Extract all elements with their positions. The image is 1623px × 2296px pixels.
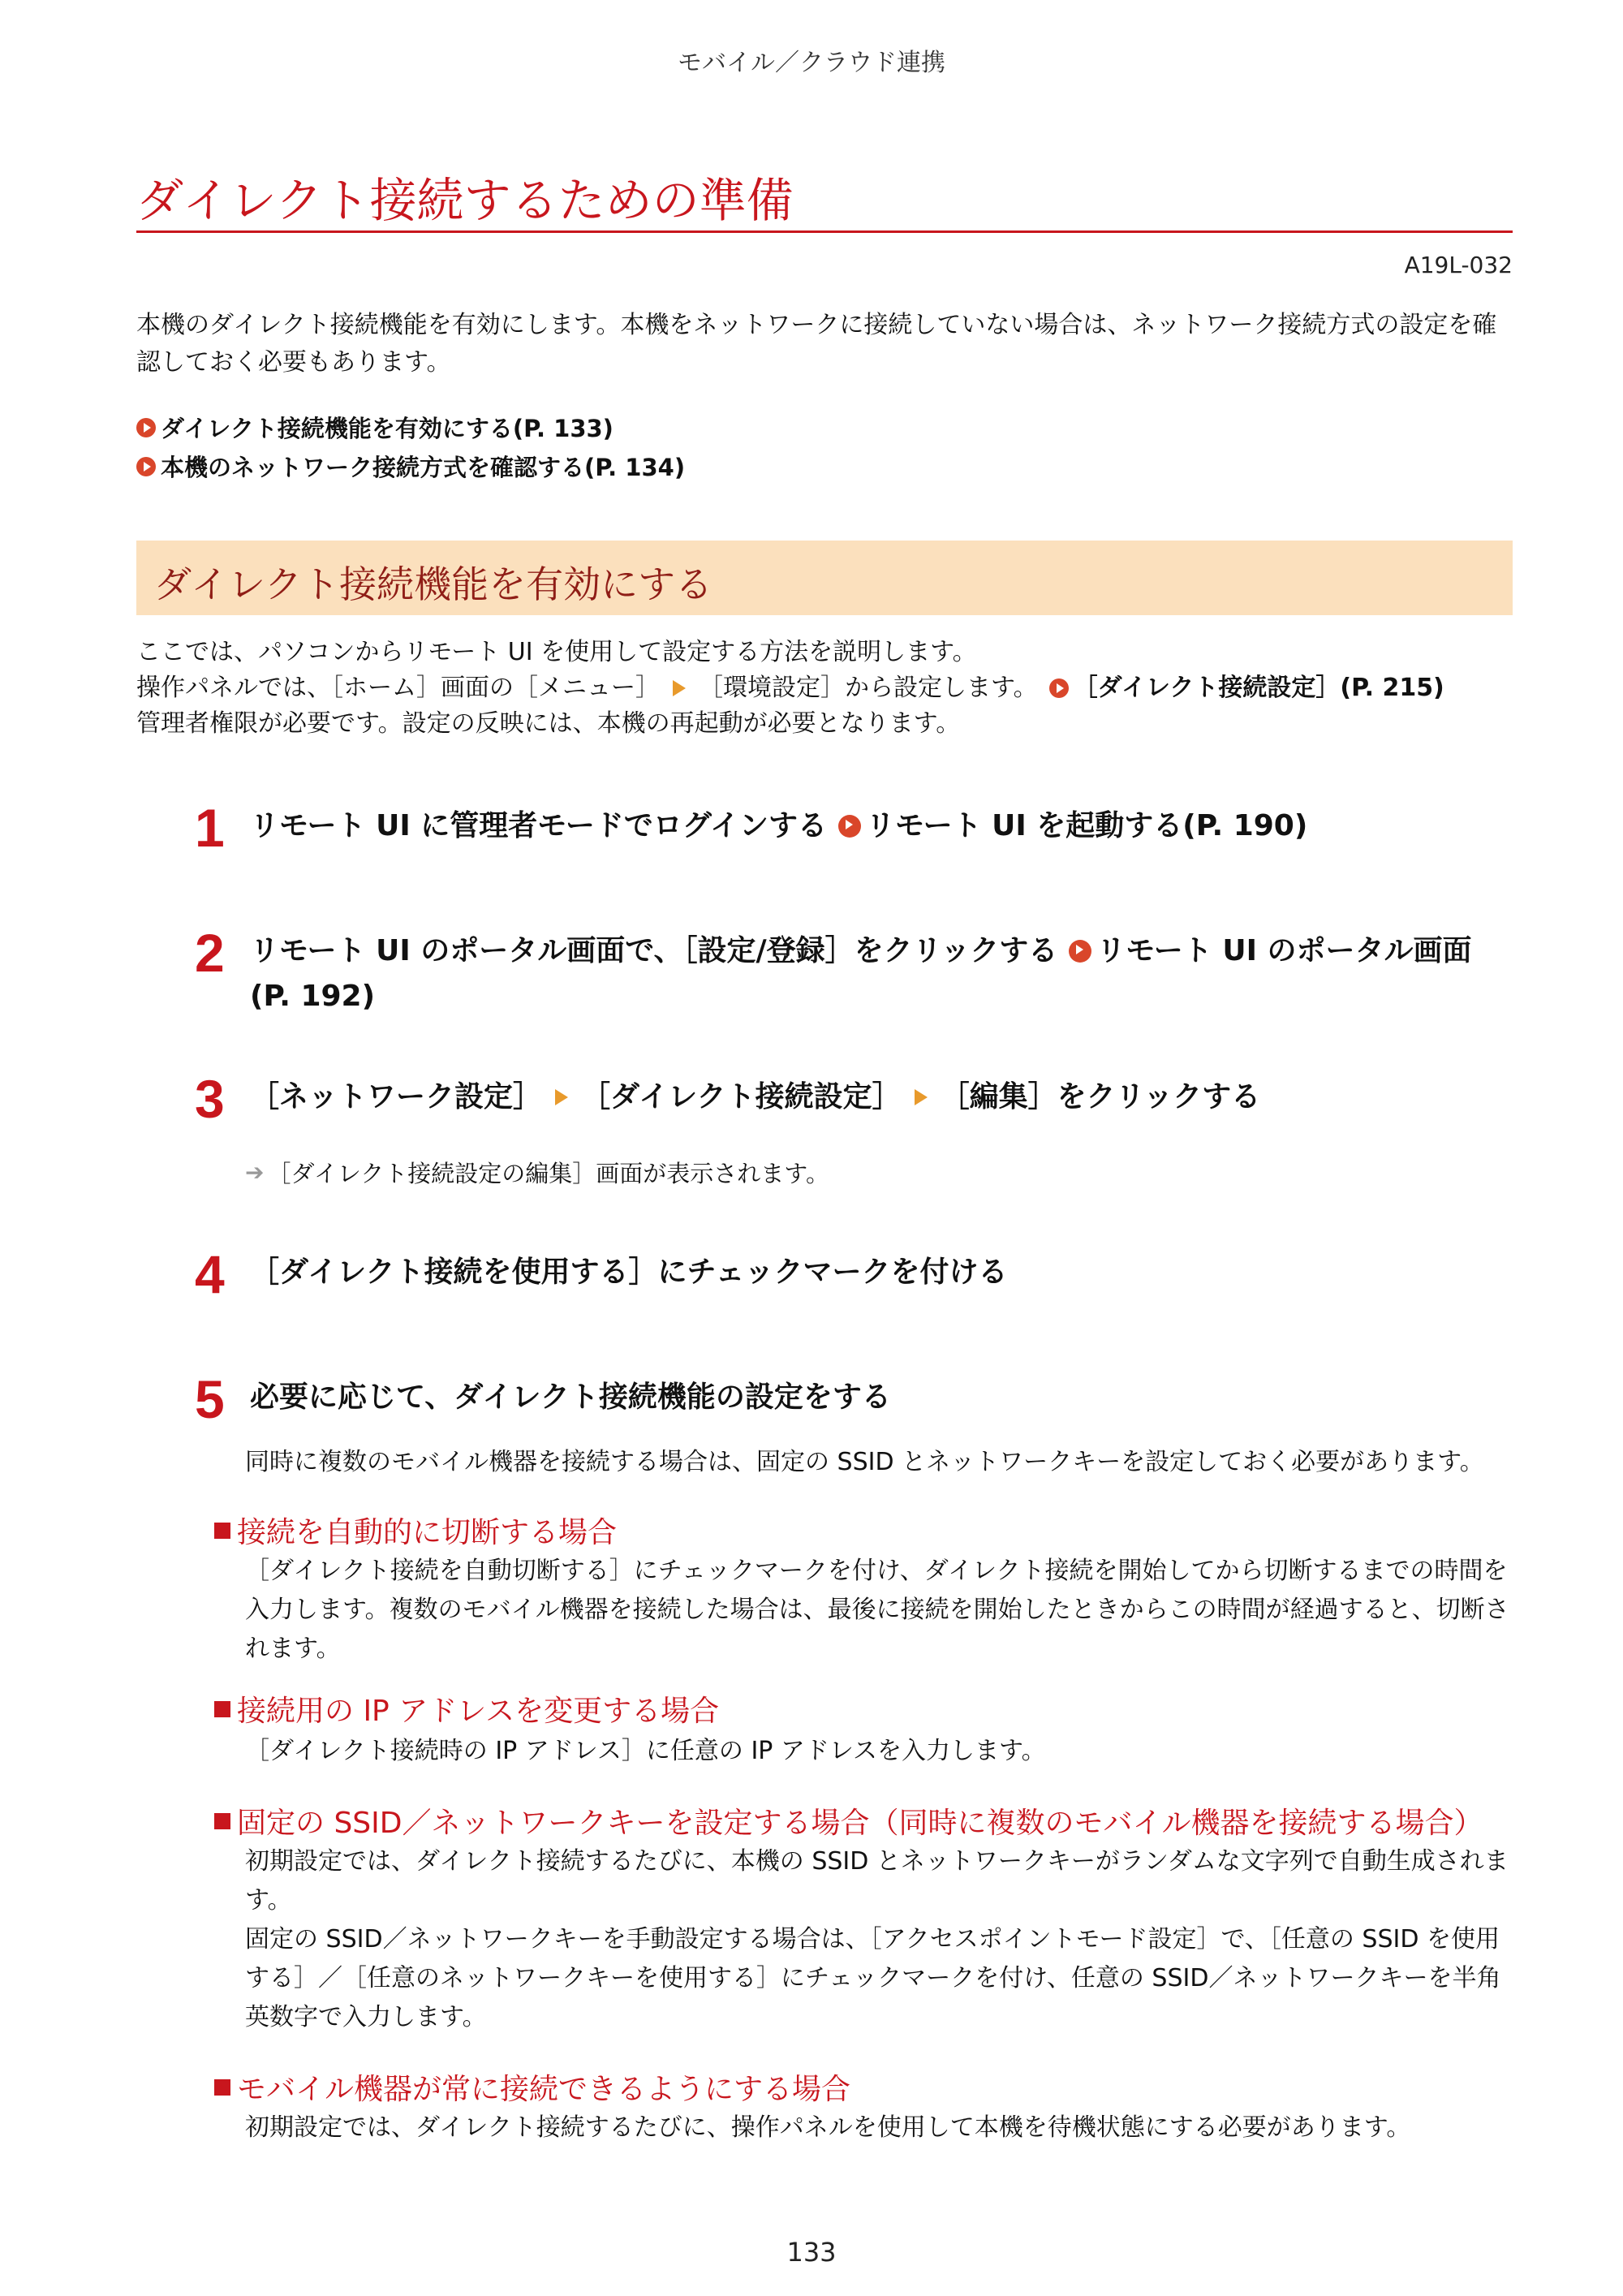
step-number: 4 bbox=[195, 1244, 225, 1304]
running-header: モバイル／クラウド連携 bbox=[678, 49, 945, 77]
title-rule bbox=[136, 230, 1513, 233]
link-enable-direct-connection[interactable] bbox=[136, 411, 613, 444]
section-intro bbox=[136, 635, 1444, 742]
subsection-body: ［ダイレクト接続時の IP アドレス］に任意の IP アドレスを入力します。 bbox=[245, 1737, 1046, 1765]
step-number: 1 bbox=[195, 798, 225, 858]
step-text: リモート UI のポータル画面で、［設定/登録］をクリックする bbox=[250, 934, 1058, 967]
bullet-square-icon bbox=[214, 1813, 230, 1829]
link-direct-connection-settings[interactable]: ［ダイレクト接続設定］(P. 215) bbox=[1073, 674, 1444, 702]
link-remote-ui-portal[interactable]: リモート UI のポータル画面 bbox=[1096, 934, 1472, 967]
menu-arrow-icon bbox=[673, 680, 686, 696]
step-2 bbox=[250, 928, 1516, 1019]
subsection-body: 初期設定では、ダイレクト接続するたびに、本機の SSID とネットワークキーがランダムな文字列で自動生成されます。 bbox=[245, 1847, 1509, 1915]
subsection-heading bbox=[214, 1510, 617, 1551]
section-title: ダイレクト接続機能を有効にする bbox=[154, 562, 713, 606]
subsection-heading-text: 接続用の IP アドレスを変更する場合 bbox=[237, 1695, 720, 1728]
subsection-heading bbox=[214, 1688, 719, 1730]
link-arrow-icon bbox=[1069, 940, 1091, 963]
intro-menu-path: 操作パネルでは、［ホーム］画面の［メニュー］ bbox=[136, 674, 660, 702]
bullet-square-icon bbox=[214, 1523, 230, 1539]
intro-paragraph: 本機のダイレクト接続機能を有効にします。本機をネットワークに接続していない場合は、ネットワーク接続方式の設定を確認しておく必要もあります。 bbox=[136, 311, 1497, 377]
section-intro-line-1: ここでは、パソコンからリモート UI を使用して設定する方法を説明します。 bbox=[136, 638, 977, 666]
link-arrow-icon bbox=[838, 815, 861, 838]
page-number: 133 bbox=[786, 2237, 837, 2268]
link-start-remote-ui[interactable]: リモート UI を起動する(P. 190) bbox=[866, 809, 1308, 842]
step-5-body: 同時に複数のモバイル機器を接続する場合は、固定の SSID とネットワークキーを設定しておく必要があります。 bbox=[245, 1448, 1484, 1476]
section-intro-line-3: 管理者権限が必要です。設定の反映には、本機の再起動が必要となります。 bbox=[136, 709, 961, 738]
step-number: 2 bbox=[195, 923, 225, 983]
menu-arrow-icon bbox=[555, 1089, 568, 1105]
subsection-heading-text: 接続を自動的に切断する場合 bbox=[237, 1516, 618, 1549]
link-arrow-icon bbox=[1049, 678, 1069, 698]
result-arrow-icon: ➔ bbox=[245, 1159, 265, 1186]
subsection-body: 固定の SSID／ネットワークキーを手動設定する場合は、［アクセスポイントモード設定］で、［任意の SSID を使用する］／［任意のネットワークキーを使用する］にチェックマークを付け、任意の SSID／ネットワークキーを半角英数字で入力します。 bbox=[245, 1925, 1501, 2031]
bullet-square-icon bbox=[214, 1701, 230, 1717]
bullet-square-icon bbox=[214, 2079, 230, 2096]
result-text: ［ダイレクト接続設定の編集］画面が表示されます。 bbox=[267, 1160, 829, 1187]
subsection-heading-text: モバイル機器が常に接続できるようにする場合 bbox=[237, 2073, 851, 2106]
step-part: ［ネットワーク設定］ bbox=[250, 1080, 543, 1114]
page-title: ダイレクト接続するための準備 bbox=[136, 173, 794, 228]
step-3 bbox=[250, 1075, 1260, 1120]
subsection-heading bbox=[214, 1800, 1483, 1842]
subsection-body: ［ダイレクト接続を自動切断する］にチェックマークを付け、ダイレクト接続を開始してから切断するまでの時間を入力します。複数のモバイル機器を接続した場合は、最後に接続を開始したときからこの時間が経過すると、切断されます。 bbox=[245, 1557, 1509, 1663]
link-check-network-connection[interactable] bbox=[136, 450, 685, 483]
subsection-heading bbox=[214, 2066, 850, 2108]
document-id: A19L-032 bbox=[1404, 252, 1513, 278]
link-remote-ui-portal-page[interactable]: (P. 192) bbox=[250, 980, 376, 1013]
step-number: 5 bbox=[195, 1369, 225, 1429]
subsection-heading-text: 固定の SSID／ネットワークキーを設定する場合（同時に複数のモバイル機器を接続する場合） bbox=[237, 1807, 1483, 1840]
step-1 bbox=[250, 803, 1307, 849]
subsection-body: 初期設定では、ダイレクト接続するたびに、操作パネルを使用して本機を待機状態にする必要があります。 bbox=[245, 2113, 1411, 2142]
step-part: ［編集］をクリックする bbox=[940, 1080, 1261, 1114]
step-text: リモート UI に管理者モードでログインする bbox=[250, 809, 828, 842]
intro-menu-path-2: ［環境設定］から設定します。 bbox=[699, 674, 1038, 702]
step-3-result bbox=[245, 1156, 829, 1189]
step-5-text: 必要に応じて、ダイレクト接続機能の設定をする bbox=[250, 1381, 891, 1414]
section-intro-line-2 bbox=[136, 670, 1444, 706]
link-label: ダイレクト接続機能を有効にする(P. 133) bbox=[161, 415, 613, 442]
step-4-text: ［ダイレクト接続を使用する］にチェックマークを付ける bbox=[250, 1256, 1008, 1289]
link-label: 本機のネットワーク接続方式を確認する(P. 134) bbox=[161, 454, 686, 481]
step-number: 3 bbox=[195, 1069, 225, 1129]
step-part: ［ダイレクト接続設定］ bbox=[581, 1080, 902, 1114]
link-arrow-icon bbox=[136, 418, 156, 437]
menu-arrow-icon bbox=[915, 1089, 928, 1105]
link-arrow-icon bbox=[136, 457, 156, 476]
